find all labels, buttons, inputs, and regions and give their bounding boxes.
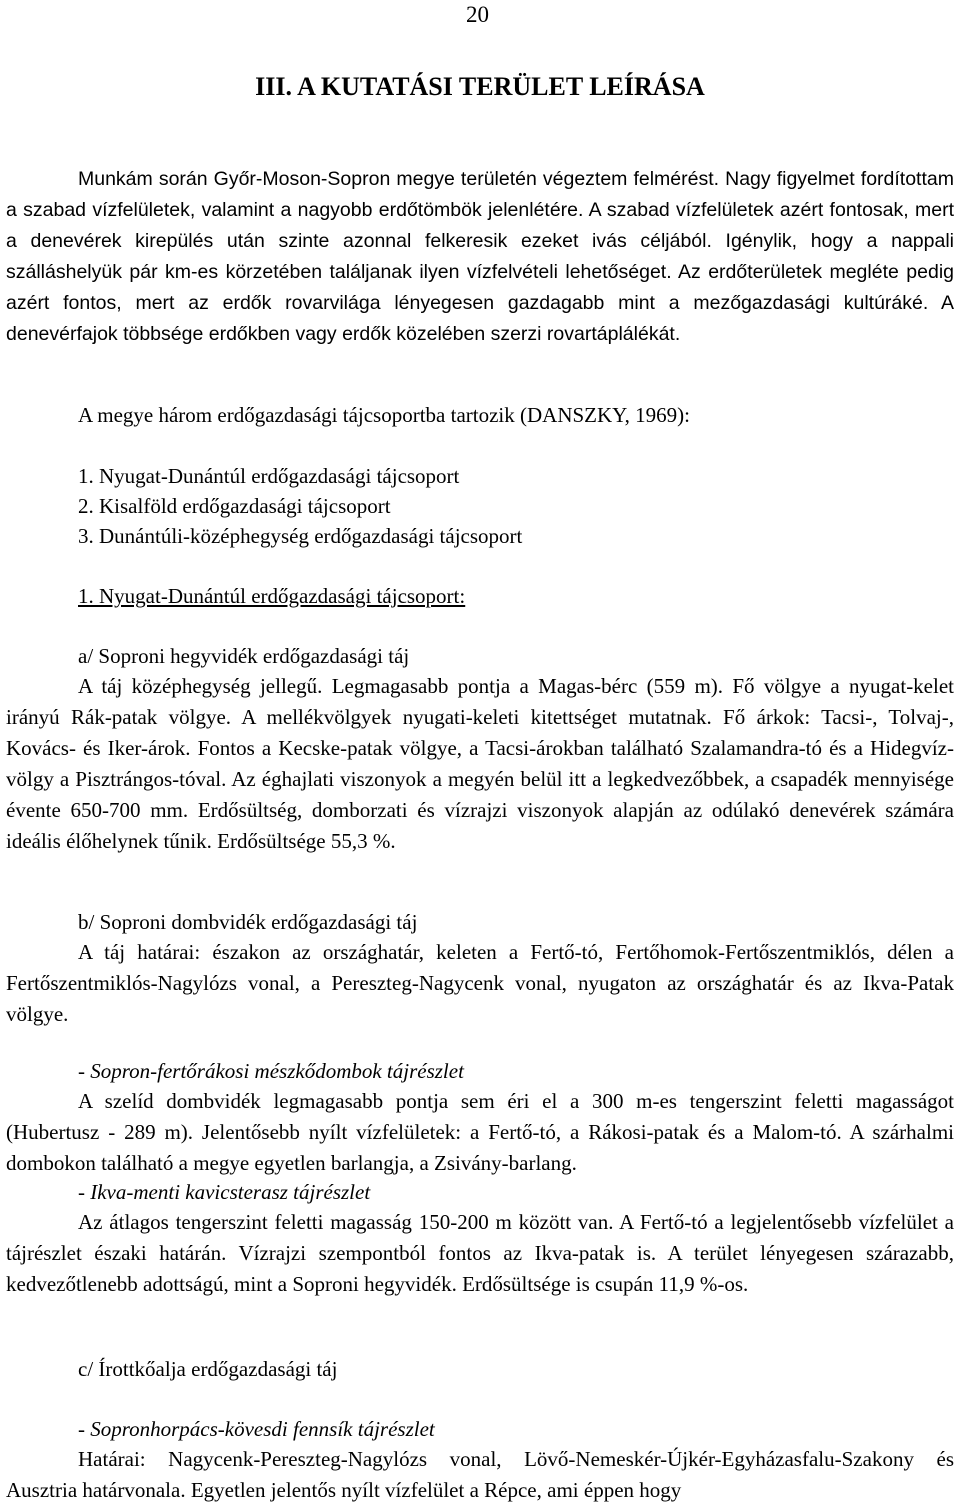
section-c-heading: c/ Írottkőalja erdőgazdasági táj — [78, 1357, 338, 1381]
section-1-heading — [78, 581, 960, 612]
page-number: 20 — [466, 2, 489, 27]
chapter-heading: III. A KUTATÁSI TERÜLET LEÍRÁSA — [255, 72, 705, 101]
section-1-heading-text: 1. Nyugat-Dunántúl erdőgazdasági tájcsoport: — [78, 584, 466, 608]
group-item-3: 3. Dunántúli-középhegység erdőgazdasági tájcsoport — [78, 524, 523, 548]
section-b-text: A táj határai: északon az országhatár, keleten a Fertő-tó, Fertőhomok-Fertőszentmiklós, délen a Fertőszentmiklós-Nagylózs vonal, a Pereszteg-Nagycenk vonal, nyugaton az országhatár és az Ikva-Patak völgye. — [6, 940, 954, 1026]
subregion-3-heading: - Sopronhorpács-kövesdi fennsík tájrészlet — [78, 1417, 435, 1441]
groups-intro: A megye három erdőgazdasági tájcsoportba tartozik (DANSZKY, 1969): — [78, 403, 690, 427]
group-item-1: 1. Nyugat-Dunántúl erdőgazdasági tájcsoport — [78, 464, 460, 488]
subregion-1-text: A szelíd dombvidék legmagasabb pontja sem éri el a 300 m-es tengerszint feletti magasságot (Hubertusz - 289 m). Jelentősebb nyílt vízfelületek: a Fertő-tó, a Rákosi-patak és a Malom-tó. A szárhalmi dombokon található a megye egyetlen barlangja, a Zsivány-barlang. — [6, 1089, 954, 1175]
section-a-text: A táj középhegység jellegű. Legmagasabb pontja a Magas-bérc (559 m). Fő völgye a nyugat-kelet irányú Rák-patak völgye. A mellékvölgyek nyugati-keleti kitettséget mutatnak. Fő árkok: Tacsi-, Tolvaj-, Kovács- és Iker-árok. Fontos a Kecske-patak völgye, a Tacsi-árokban található Szalamandra-tó és a Hidegvíz-völgy a Pisztrángos-tóval. Az éghajlati viszonyok a megyén belül itt a legkedvezőbbek, a csapadék mennyisége évente 650-700 mm. Erdősültség, domborzati és vízrajzi viszonyok alapján az odúlakó denevérek számára ideális élőhelynek tűnik. Erdősültsége 55,3 %. — [6, 674, 954, 853]
group-item-2: 2. Kisalföld erdőgazdasági tájcsoport — [78, 494, 391, 518]
intro-paragraph: Munkám során Győr-Moson-Sopron megye területén végeztem felmérést. Nagy figyelmet fordítottam a szabad vízfelületek, valamint a nagyobb erdőtömbök jelenlétére. A szabad vízfelületek azért fontosak, mert a denevérek kirepülés után szinte azonnal felkeresik ezeket ivás céljából. Igénylik, hogy a nappali szálláshelyük pár km-es körzetében találjanak ilyen vízfelvételi lehetőséget. Az erdőterületek megléte pedig azért fontos, mert az erdők rovarvilága lényegesen gazdagabb mint a mezőgazdasági kultúráké. A denevérfajok többsége erdőkben vagy erdők közelében szerzi rovartáplálékát. — [6, 168, 954, 345]
section-b-heading: b/ Soproni dombvidék erdőgazdasági táj — [78, 910, 418, 934]
subregion-1-heading: - Sopron-fertőrákosi mészkődombok tájrészlet — [78, 1059, 464, 1083]
section-a-heading: a/ Soproni hegyvidék erdőgazdasági táj — [78, 644, 410, 668]
subregion-2-heading: - Ikva-menti kavicsterasz tájrészlet — [78, 1180, 371, 1204]
subregion-2-text: Az átlagos tengerszint feletti magasság 150-200 m között van. A Fertő-tó a legjelentősebb vízfelület a tájrészlet északi határán. Vízrajzi szempontból fontos az Ikva-patak is. A terület lényegesen szárazabb, kedvezőtlenebb adottságú, mint a Soproni hegyvidék. Erdősültsége is csupán 11,9 %-os. — [6, 1210, 954, 1296]
subregion-3-text: Határai: Nagycenk-Pereszteg-Nagylózs vonal, Lövő-Nemeskér-Újkér-Egyházasfalu-Szakony és Ausztria határvonala. Egyetlen jelentős nyílt vízfelület a Répce, ami éppen hogy — [6, 1447, 954, 1502]
